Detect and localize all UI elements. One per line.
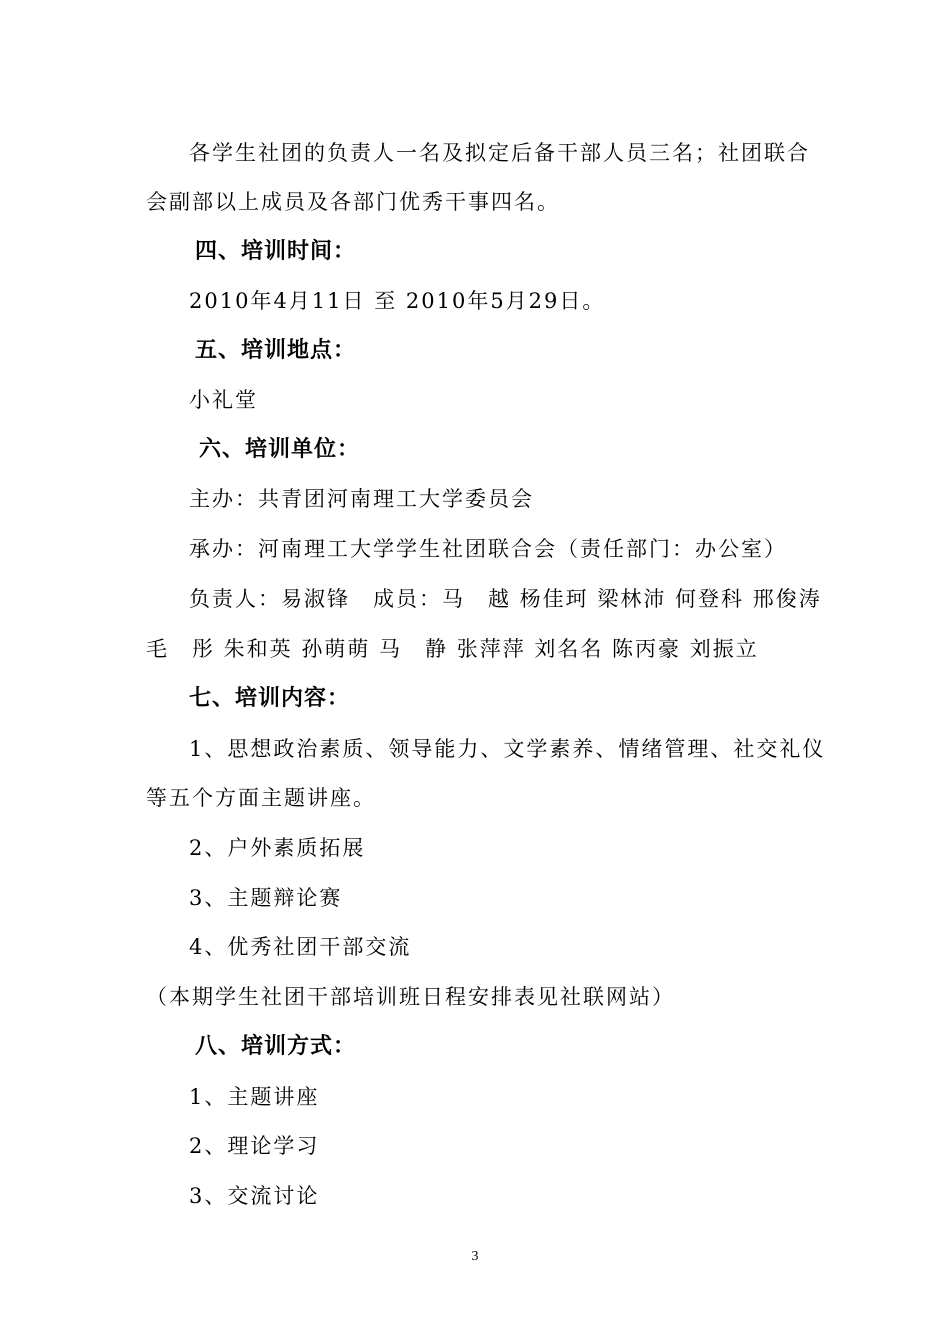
section7-heading: 七、培训内容： [189,686,351,711]
section4-body: 2010年4月11日 至 2010年5月29日。 [189,289,606,313]
section8-item3: 3、交流讨论 [189,1184,320,1208]
section7-note: （本期学生社团干部培训班日程安排表见社联网站） [146,985,675,1009]
section3-body-line1: 各学生社团的负责人一名及拟定后备干部人员三名；社团联合 [189,141,810,165]
section6-host: 主办：共青团河南理工大学委员会 [189,487,534,511]
section7-item1-line2: 等五个方面主题讲座。 [146,786,376,810]
section7-item2: 2、户外素质拓展 [189,836,366,860]
section7-item4: 4、优秀社团干部交流 [189,935,412,959]
section4-heading: 四、培训时间： [195,239,357,264]
section8-item1: 1、主题讲座 [189,1085,320,1109]
section5-body: 小礼堂 [189,388,258,412]
section3-body-line2: 会副部以上成员及各部门优秀干事四名。 [146,190,560,214]
section8-heading: 八、培训方式： [195,1034,357,1059]
section6-people-line1: 负责人：易淑锋 成员：马 越 杨佳珂 梁林沛 何登科 邢俊涛 [189,587,822,611]
section6-heading: 六、培训单位： [199,437,361,462]
section6-people-line2: 毛 彤 朱和英 孙萌萌 马 静 张萍萍 刘名名 陈丙豪 刘振立 [146,637,759,661]
section7-item3: 3、主题辩论赛 [189,886,343,910]
section5-heading: 五、培训地点： [195,338,357,363]
section7-item1-line1: 1、思想政治素质、领导能力、文学素养、情绪管理、社交礼仪 [189,737,826,761]
section6-organizer: 承办：河南理工大学学生社团联合会（责任部门：办公室） [189,537,787,561]
page-number: 3 [471,1249,479,1264]
section8-item2: 2、理论学习 [189,1134,320,1158]
